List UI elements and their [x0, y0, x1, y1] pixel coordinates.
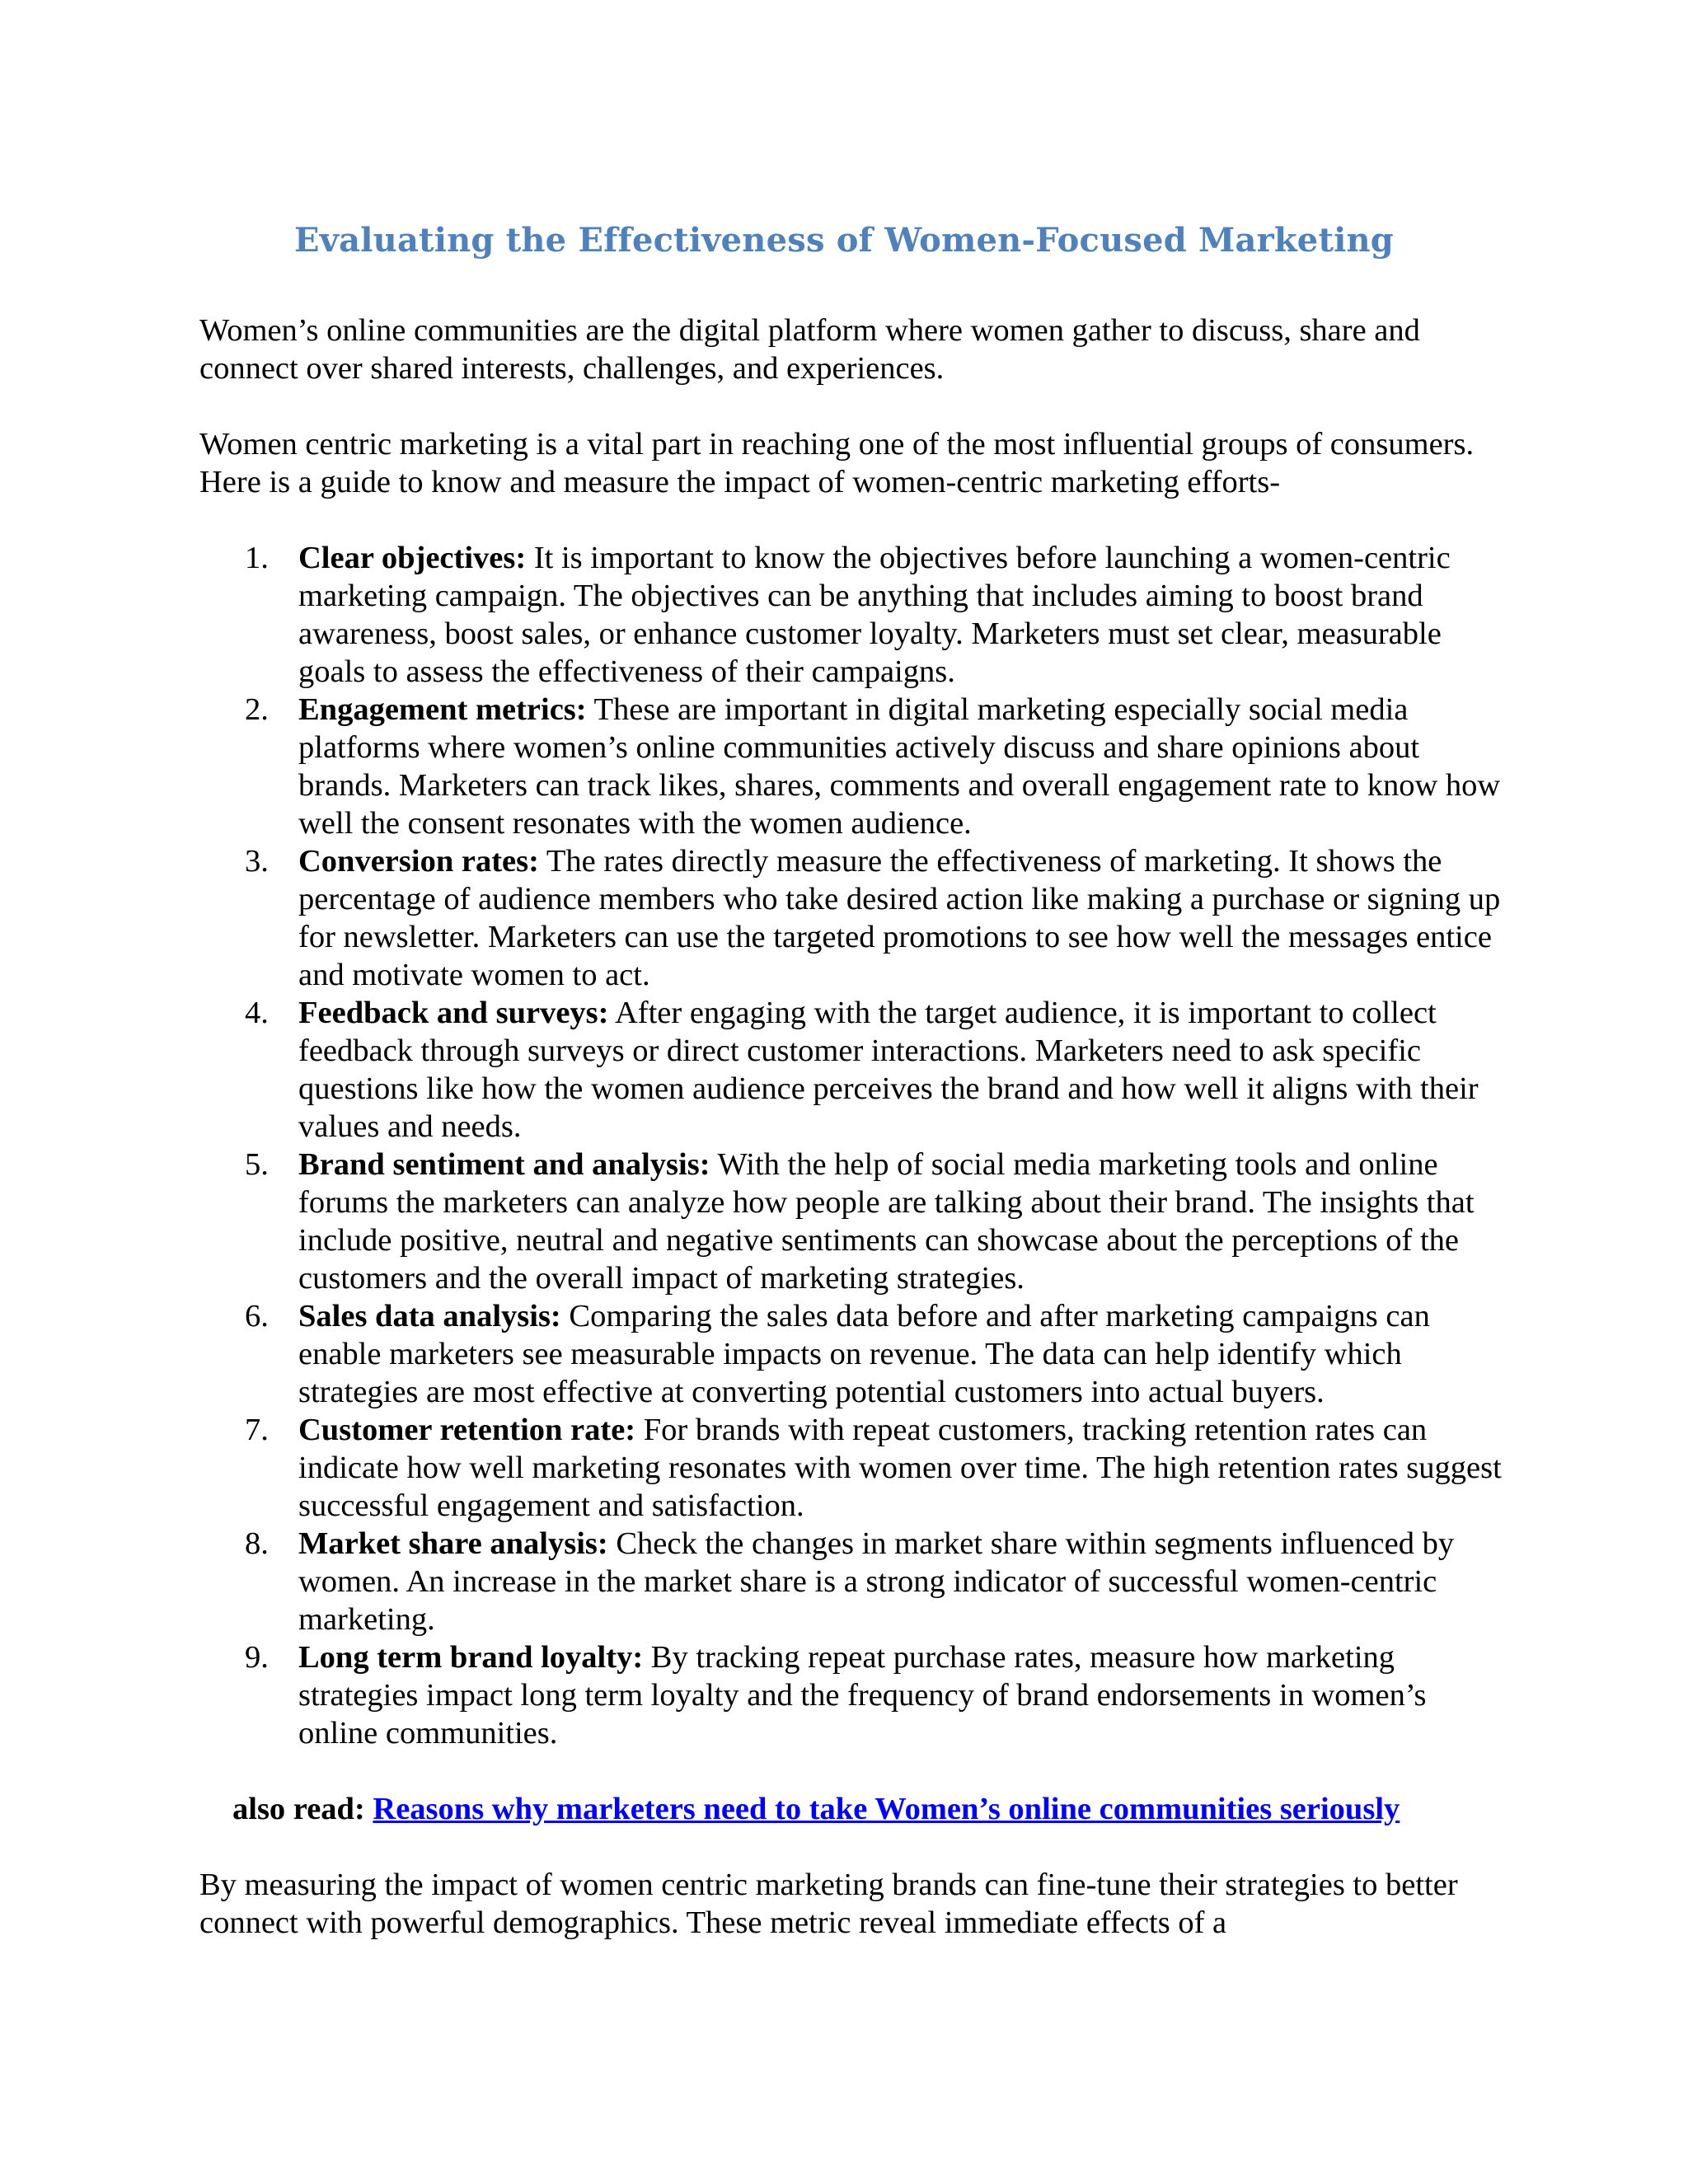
list-item-text: It is important to know the objectives before launching a women-centric marketing campaign. The objectives can be anything that includes aiming to boost brand awareness, boost sales, or enhance customer loyalty. Marketers must set clear, measurable goals to assess the effectiveness of their campaigns. — [298, 541, 1451, 689]
document-title: Evaluating the Effectiveness of Women-Focused Marketing — [294, 221, 1394, 260]
list-item-text: These are important in digital marketing especially social media platforms where women’s online communities actively discuss and share opinions about brands. Marketers can track likes, shares, comments and overall engagement rate to know how well the consent resonates with the women audience. — [298, 692, 1501, 841]
also-read-label: also read: — [232, 1792, 365, 1826]
closing-paragraph: By measuring the impact of women centric marketing brands can fine-tune their strategies to better connect with powerful demographics. These metric reveal immediate effects of a — [199, 1868, 1458, 1940]
list-item-number: 2. — [245, 692, 269, 727]
also-read-link[interactable]: Reasons why marketers need to take Women’s online communities seriously — [373, 1792, 1400, 1826]
metrics-list — [199, 539, 1502, 1752]
list-item-term: Customer retention rate: — [298, 1413, 636, 1447]
list-item-text: After engaging with the target audience, it is important to collect feedback through surveys or direct customer interactions. Marketers need to ask specific questions like how the women audience perceives the brand and how well it aligns with their values and needs. — [298, 996, 1479, 1144]
list-item — [199, 994, 1502, 1146]
list-item-number: 3. — [245, 844, 269, 879]
list-item-text: With the help of social media marketing tools and online forums the marketers can analyze how people are talking about their brand. The insights that include positive, neutral and negative sentiments can showcase about the perceptions of the customers and the overall impact of marketing strategies. — [298, 1147, 1475, 1296]
list-item-text: For brands with repeat customers, tracking retention rates can indicate how well marketing resonates with women over time. The high retention rates suggest successful engagement and satisfaction. — [298, 1413, 1502, 1523]
list-item-text: By tracking repeat purchase rates, measure how marketing strategies impact long term loyalty and the frequency of brand endorsements in women’s online communities. — [298, 1640, 1427, 1750]
intro-paragraph-2: Women centric marketing is a vital part in reaching one of the most influential groups of consumers. Here is a guide to know and measure the impact of women-centric marketing efforts- — [199, 427, 1475, 499]
list-item-number: 4. — [245, 996, 269, 1030]
list-item — [199, 1146, 1502, 1297]
list-item-term: Long term brand loyalty: — [298, 1640, 644, 1675]
document-body — [199, 312, 1502, 1942]
list-item — [199, 842, 1502, 994]
also-read-line — [199, 1790, 1502, 1828]
list-item-term: Engagement metrics: — [298, 692, 587, 727]
list-item-term: Brand sentiment and analysis: — [298, 1147, 710, 1182]
list-item-text: Comparing the sales data before and after marketing campaigns can enable marketers see measurable impacts on revenue. The data can help identify which strategies are most effective at converting potential customers into actual buyers. — [298, 1299, 1430, 1409]
list-item — [199, 691, 1502, 842]
list-item-number: 7. — [245, 1413, 269, 1447]
list-item — [199, 539, 1502, 691]
list-item-term: Feedback and surveys: — [298, 996, 609, 1030]
list-item — [199, 1525, 1502, 1638]
list-item-term: Clear objectives: — [298, 541, 527, 575]
list-item-term: Market share analysis: — [298, 1526, 608, 1561]
list-item-number: 1. — [245, 541, 269, 575]
list-item-term: Conversion rates: — [298, 844, 539, 879]
list-item-term: Sales data analysis: — [298, 1299, 561, 1333]
list-item-number: 6. — [245, 1299, 269, 1333]
list-item — [199, 1297, 1502, 1411]
list-item-number: 9. — [245, 1640, 269, 1675]
list-item-text: Check the changes in market share within segments influenced by women. An increase in the market share is a strong indicator of successful women-centric marketing. — [298, 1526, 1455, 1637]
list-item-text: The rates directly measure the effectiveness of marketing. It shows the percentage of audience members who take desired action like making a purchase or signing up for newsletter. Marketers can use the targeted promotions to see how well the messages entice and motivate women to act. — [298, 844, 1501, 992]
list-item — [199, 1638, 1502, 1752]
list-item — [199, 1411, 1502, 1525]
intro-paragraph-1: Women’s online communities are the digital platform where women gather to discuss, share and connect over shared interests, challenges, and experiences. — [199, 313, 1420, 386]
list-item-number: 5. — [245, 1147, 269, 1182]
list-item-number: 8. — [245, 1526, 269, 1561]
